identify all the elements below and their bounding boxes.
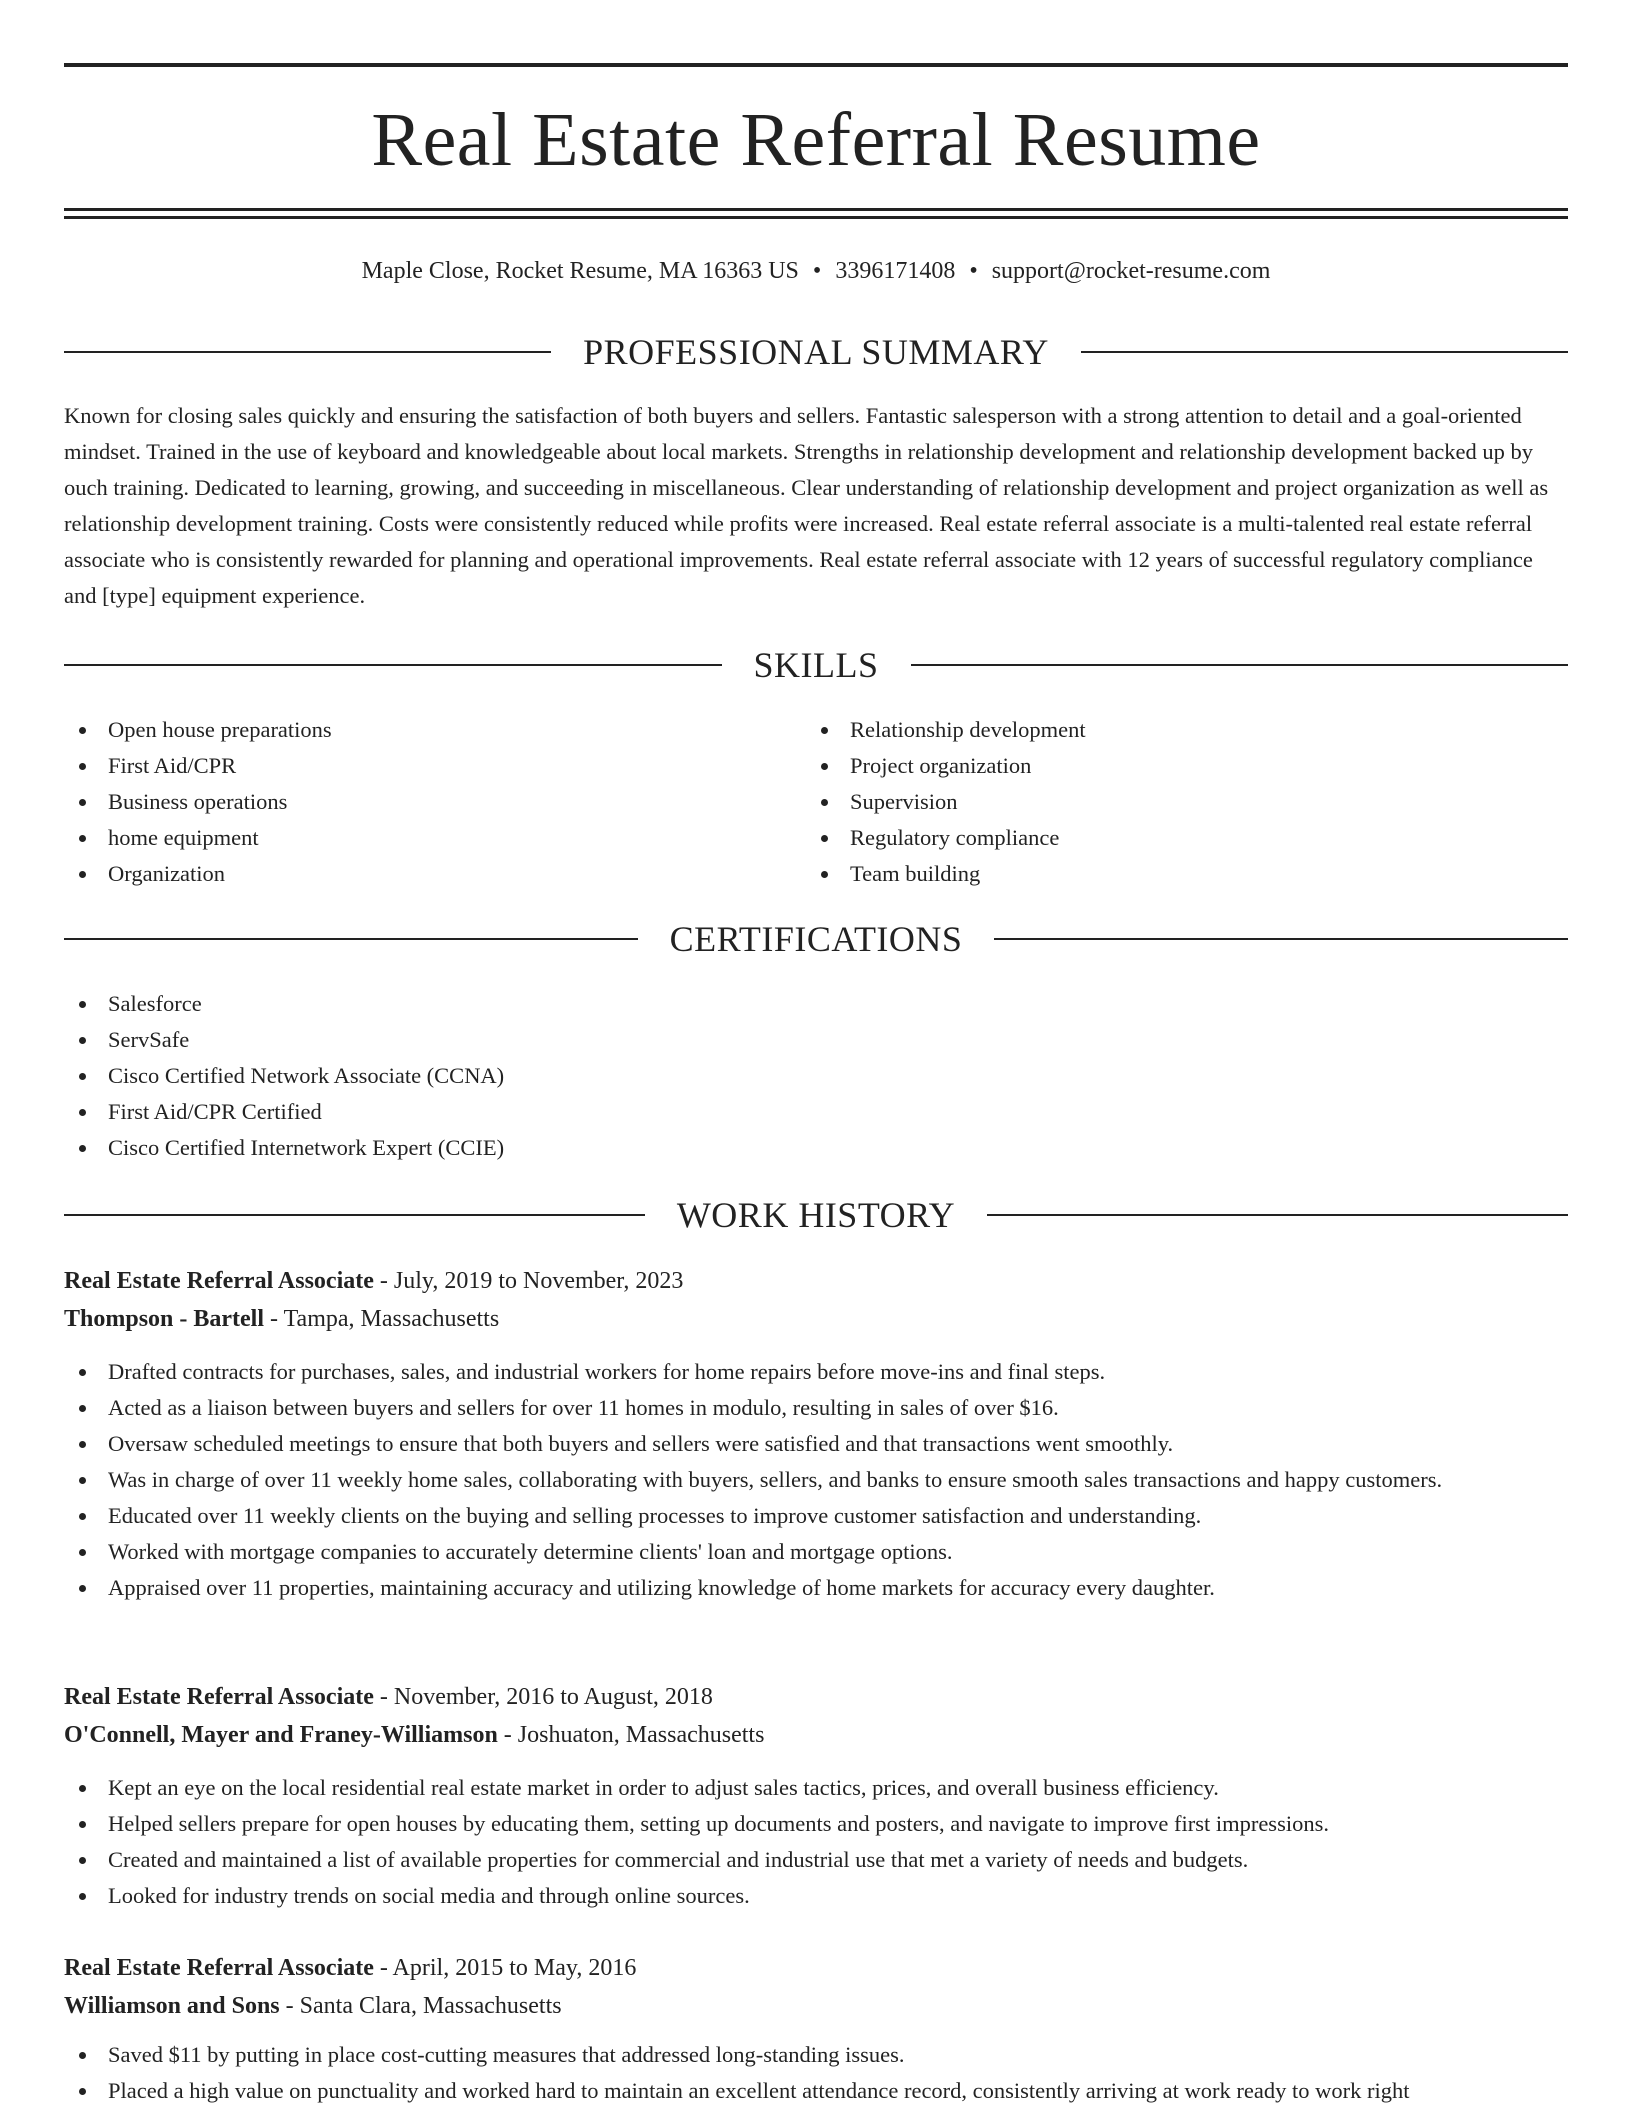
top-rule bbox=[64, 63, 1568, 67]
job-bullet: Kept an eye on the local residential real estate market in order to adjust sales tactics, prices, and overall business efficiency. bbox=[64, 1770, 1568, 1806]
heading-rule-left bbox=[64, 664, 722, 666]
skill-item: home equipment bbox=[64, 820, 804, 856]
job-bullet: Acted as a liaison between buyers and sellers for over 11 homes in modulo, resulting in sales of over $16. bbox=[64, 1390, 1568, 1426]
skill-item: Relationship development bbox=[806, 712, 1546, 748]
contact-separator: • bbox=[969, 258, 978, 284]
certification-item: First Aid/CPR Certified bbox=[64, 1094, 1568, 1130]
certification-item: Cisco Certified Network Associate (CCNA) bbox=[64, 1058, 1568, 1094]
certifications-list bbox=[64, 986, 1568, 1166]
section-title-skills: SKILLS bbox=[753, 645, 879, 685]
section-heading-skills bbox=[64, 643, 1568, 687]
job-bullet: Oversaw scheduled meetings to ensure that both buyers and sellers were satisfied and that transactions went smoothly. bbox=[64, 1426, 1568, 1462]
job-bullets bbox=[64, 1354, 1568, 1606]
skills-list-left bbox=[64, 712, 804, 892]
skill-item: Supervision bbox=[806, 784, 1546, 820]
job-bullets bbox=[64, 1770, 1568, 1914]
title-rule-lower bbox=[64, 216, 1568, 219]
job-bullet: Was in charge of over 11 weekly home sales, collaborating with buyers, sellers, and banks to ensure smooth sales transactions and happy customers. bbox=[64, 1462, 1568, 1498]
job-company-line bbox=[64, 1716, 1568, 1754]
job-bullets bbox=[64, 2037, 1568, 2109]
job-title-line bbox=[64, 1678, 1568, 1716]
job-bullet: Created and maintained a list of available properties for commercial and industrial use that met a variety of needs and budgets. bbox=[64, 1842, 1568, 1878]
contact-line bbox=[64, 253, 1568, 289]
skill-item: Regulatory compliance bbox=[806, 820, 1546, 856]
certification-item: Cisco Certified Internetwork Expert (CCIE) bbox=[64, 1130, 1568, 1166]
job-bullet: Worked with mortgage companies to accurately determine clients' loan and mortgage options. bbox=[64, 1534, 1568, 1570]
heading-rule-right bbox=[911, 664, 1569, 666]
resume-title: Real Estate Referral Resume bbox=[371, 98, 1261, 182]
section-title-summary: PROFESSIONAL SUMMARY bbox=[583, 332, 1049, 372]
section-heading-summary bbox=[64, 330, 1568, 374]
contact-separator: • bbox=[812, 258, 822, 284]
section-heading-certifications bbox=[64, 917, 1568, 961]
contact-phone: 3396171408 bbox=[835, 258, 956, 284]
contact-email: support@rocket-resume.com bbox=[991, 258, 1271, 284]
job-entry bbox=[64, 1262, 1568, 1606]
heading-rule-left bbox=[64, 351, 551, 353]
job-dates: - April, 2015 to May, 2016 bbox=[373, 1955, 637, 1981]
job-entry bbox=[64, 1949, 1568, 2109]
certification-item: Salesforce bbox=[64, 986, 1568, 1022]
job-location: - Santa Clara, Massachusetts bbox=[279, 1993, 562, 2019]
heading-rule-left bbox=[64, 1214, 645, 1216]
job-dates: - July, 2019 to November, 2023 bbox=[373, 1268, 684, 1294]
summary-paragraph: Known for closing sales quickly and ensuring the satisfaction of both buyers and sellers. Fantastic salesperson with a strong attention to detail and a goal-oriented mindset. Trained in the use of keyboard and knowledgeable about local markets. Strengths in relationship development and relationship development backed up by ouch training. Dedicated to learning, growing, and succeeding in miscellaneous. Clear understanding of relationship development and project organization as well as relationship development training. Costs were consistently reduced while profits were increased. Real estate referral associate is a multi-talented real estate referral associate who is consistently rewarded for planning and operational improvements. Real estate referral associate with 12 years of successful regulatory compliance and [type] equipment experience. bbox=[64, 403, 1549, 608]
skill-item: Business operations bbox=[64, 784, 804, 820]
heading-rule-right bbox=[987, 1214, 1568, 1216]
job-bullet: Educated over 11 weekly clients on the buying and selling processes to improve customer satisfaction and understanding. bbox=[64, 1498, 1568, 1534]
skills-list-right bbox=[806, 712, 1546, 892]
job-entry bbox=[64, 1678, 1568, 1914]
job-title: Real Estate Referral Associate bbox=[64, 1684, 374, 1710]
job-bullet: Looked for industry trends on social media and through online sources. bbox=[64, 1878, 1568, 1914]
skill-item: Organization bbox=[64, 856, 804, 892]
job-location: - Joshuaton, Massachusetts bbox=[497, 1722, 765, 1748]
job-title: Real Estate Referral Associate bbox=[64, 1955, 374, 1981]
skill-item: First Aid/CPR bbox=[64, 748, 804, 784]
skill-item: Open house preparations bbox=[64, 712, 804, 748]
job-dates: - November, 2016 to August, 2018 bbox=[373, 1684, 713, 1710]
job-company: Thompson - Bartell bbox=[64, 1306, 265, 1332]
skill-item: Project organization bbox=[806, 748, 1546, 784]
title-rule-upper bbox=[64, 208, 1568, 211]
job-company-line bbox=[64, 1300, 1568, 1338]
job-title-line bbox=[64, 1262, 1568, 1300]
job-company: O'Connell, Mayer and Franey-Williamson bbox=[64, 1722, 498, 1748]
heading-rule-left bbox=[64, 938, 638, 940]
job-bullet: Drafted contracts for purchases, sales, and industrial workers for home repairs before move-ins and final steps. bbox=[64, 1354, 1568, 1390]
job-location: - Tampa, Massachusetts bbox=[264, 1306, 500, 1332]
job-title-line bbox=[64, 1949, 1568, 1987]
heading-rule-right bbox=[994, 938, 1568, 940]
contact-address: Maple Close, Rocket Resume, MA 16363 US bbox=[361, 258, 799, 284]
section-title-certifications: CERTIFICATIONS bbox=[669, 919, 963, 959]
job-bullet: Helped sellers prepare for open houses by educating them, setting up documents and posters, and navigate to improve first impressions. bbox=[64, 1806, 1568, 1842]
skill-item: Team building bbox=[806, 856, 1546, 892]
job-company-line bbox=[64, 1987, 1568, 2025]
job-bullet: Placed a high value on punctuality and worked hard to maintain an excellent attendance record, consistently arriving at work ready to work right bbox=[64, 2073, 1568, 2109]
section-heading-work bbox=[64, 1193, 1568, 1237]
certification-item: ServSafe bbox=[64, 1022, 1568, 1058]
job-bullet: Appraised over 11 properties, maintaining accuracy and utilizing knowledge of home markets for accuracy every daughter. bbox=[64, 1570, 1568, 1606]
job-title: Real Estate Referral Associate bbox=[64, 1268, 374, 1294]
job-company: Williamson and Sons bbox=[64, 1993, 280, 2019]
heading-rule-right bbox=[1081, 351, 1568, 353]
section-title-work: WORK HISTORY bbox=[676, 1195, 956, 1235]
job-bullet: Saved $11 by putting in place cost-cutting measures that addressed long-standing issues. bbox=[64, 2037, 1568, 2073]
